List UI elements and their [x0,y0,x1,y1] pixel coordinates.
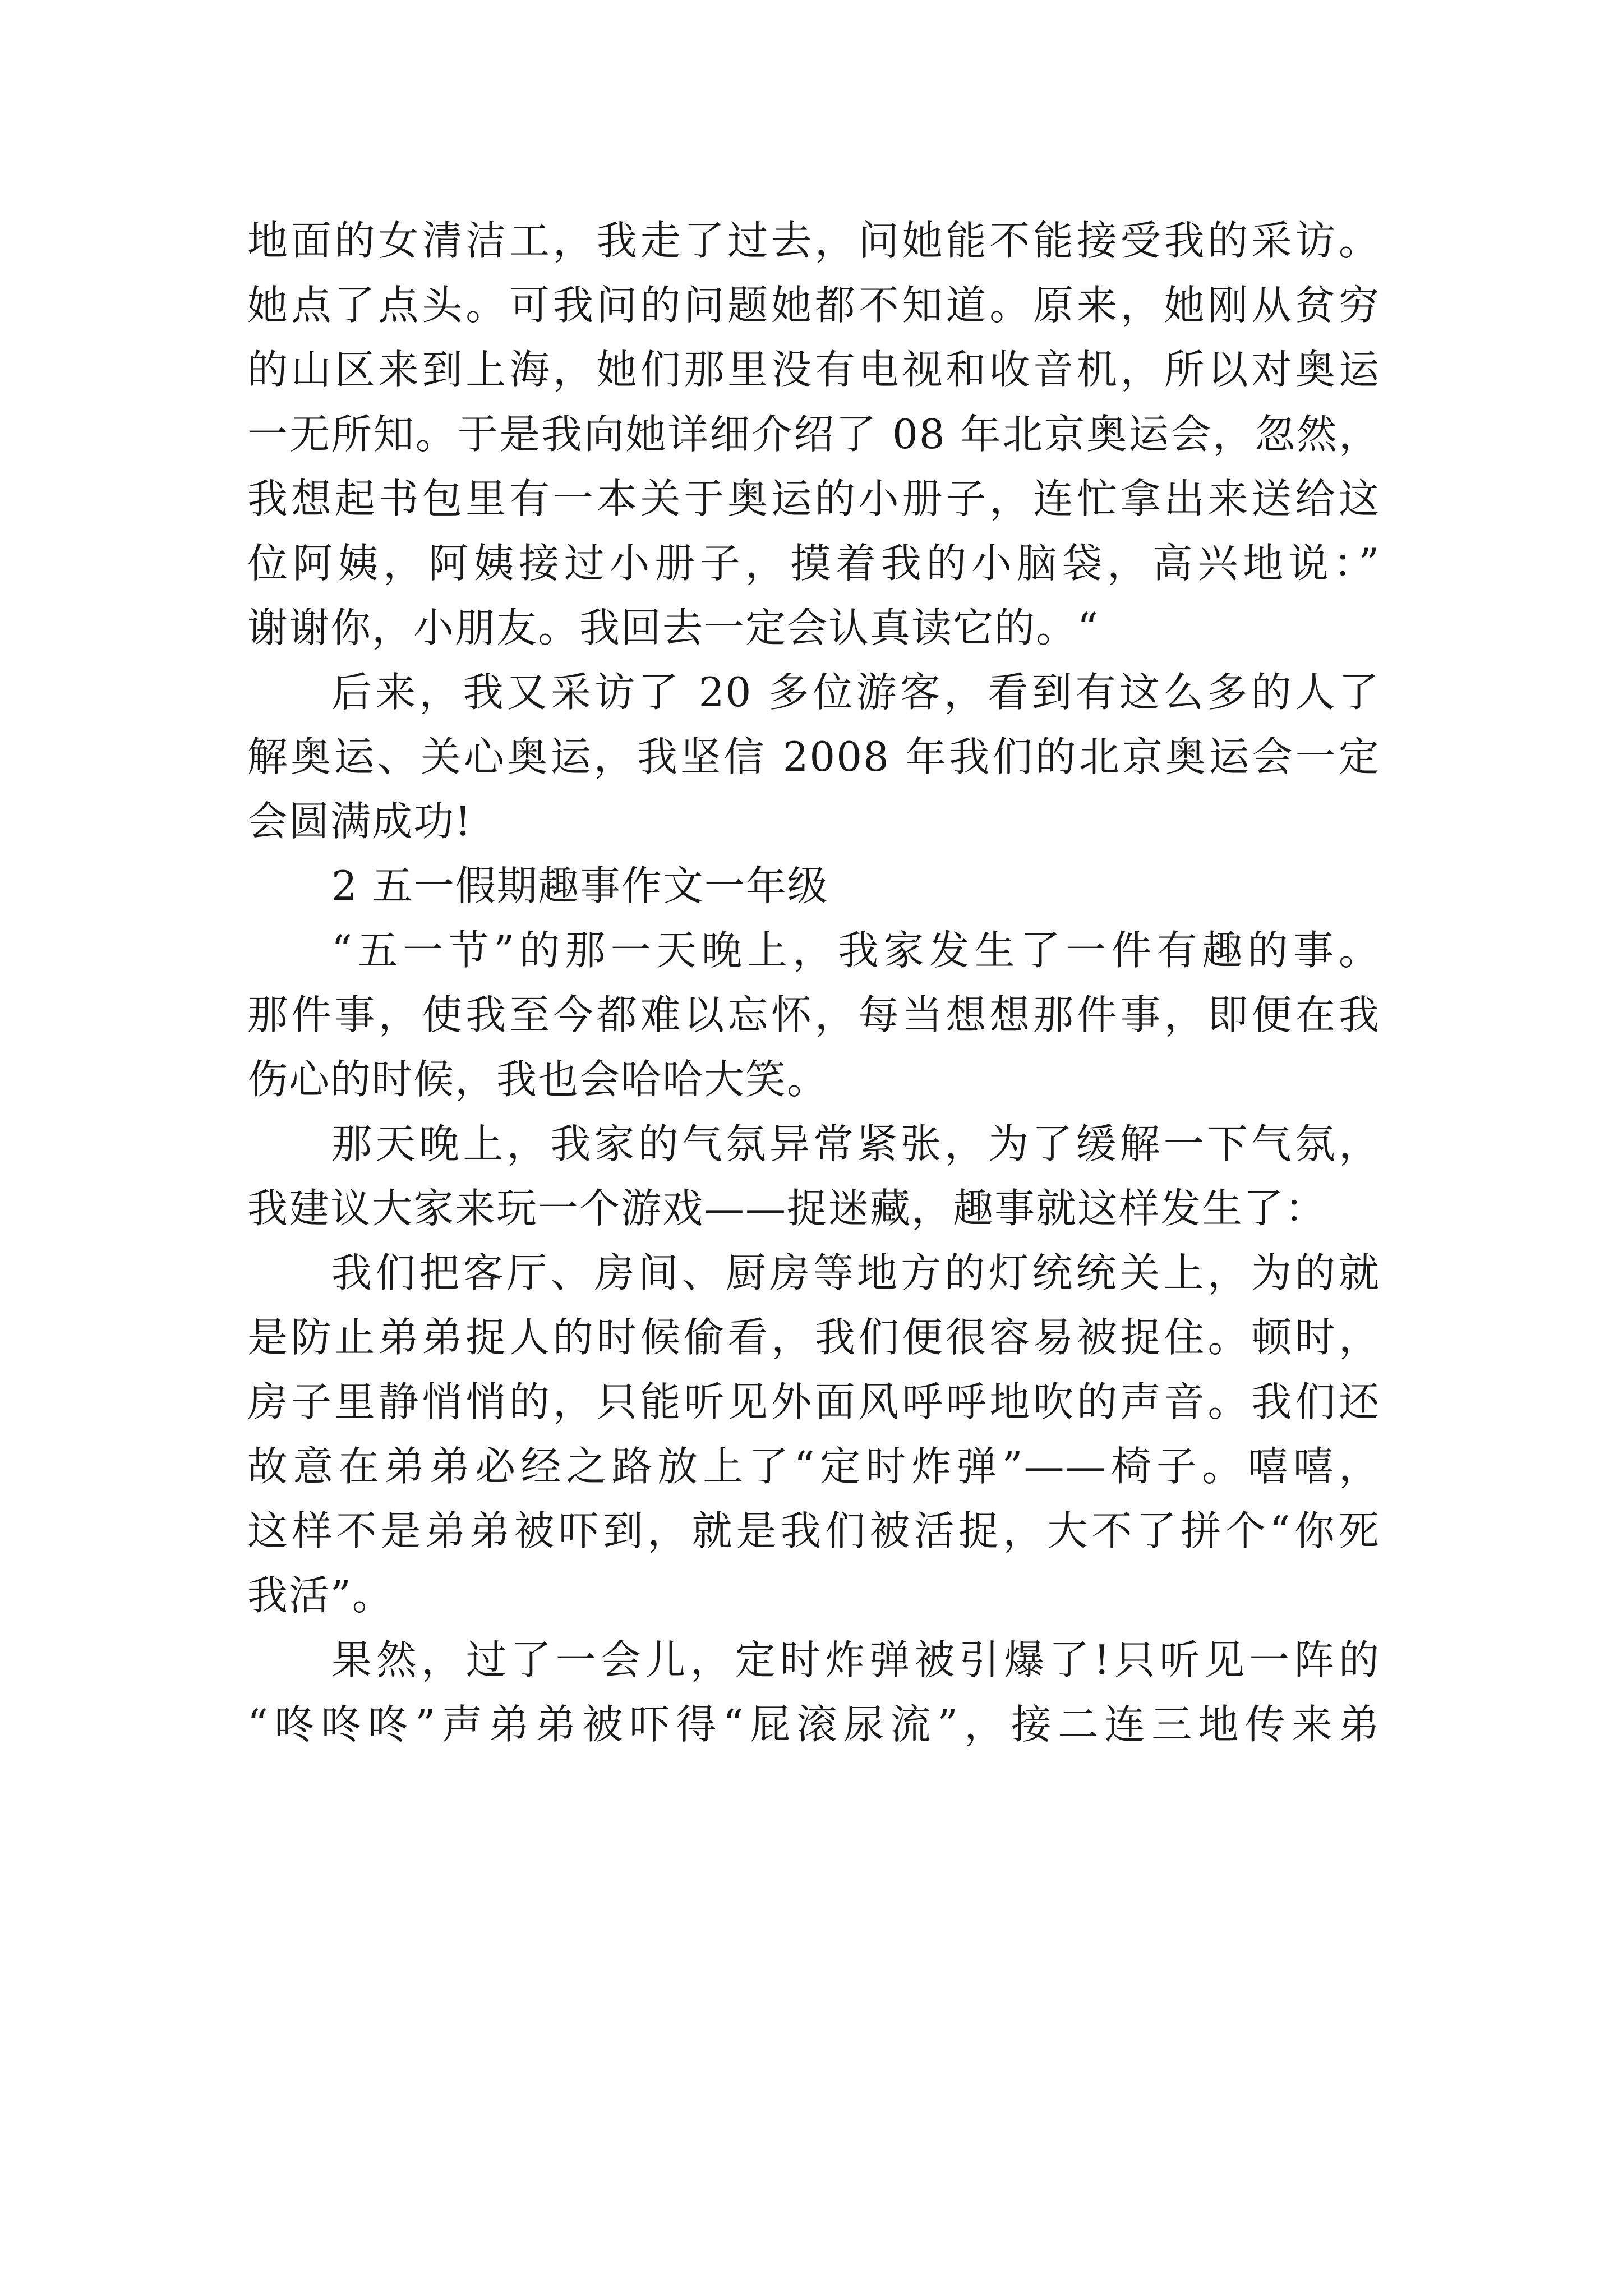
text-line: 我建议大家来玩一个游戏——捉迷藏，趣事就这样发生了： [247,1185,1327,1232]
text-line: 位阿姨，阿姨接过小册子，摸着我的小脑袋，高兴地说：” [247,540,1380,587]
text-line: 地面的女清洁工，我走了过去，问她能不能接受我的采访。 [247,217,1380,264]
text-line: 这样不是弟弟被吓到，就是我们被活捉，大不了拼个“你死 [247,1507,1380,1554]
text-line: 是防止弟弟捉人的时候偷看，我们便很容易被捉住。顿时， [247,1314,1380,1361]
text-line: 果然，过了一会儿，定时炸弹被引爆了!只听见一阵的 [331,1636,1380,1683]
text-line: 2 五一假期趣事作文一年级 [331,862,829,909]
text-line: 解奥运、关心奥运，我坚信 2008 年我们的北京奥运会一定 [247,733,1380,780]
document-body [247,209,1380,1757]
text-line: “五一节”的那一天晚上，我家发生了一件有趣的事。 [331,927,1380,974]
text-line: 她点了点头。可我问的问题她都不知道。原来，她刚从贫穷 [247,282,1380,329]
text-line: 我们把客厅、房间、厨房等地方的灯统统关上，为的就 [331,1249,1380,1296]
text-line: 那天晚上，我家的气氛异常紧张，为了缓解一下气氛， [331,1120,1380,1167]
text-line: 那件事，使我至今都难以忘怀，每当想想那件事，即便在我 [247,991,1380,1038]
text-line: 的山区来到上海，她们那里没有电视和收音机，所以对奥运 [247,346,1380,393]
text-line: 我活”。 [247,1572,394,1619]
text-line: 我想起书包里有一本关于奥运的小册子，连忙拿出来送给这 [247,475,1380,522]
text-line: 故意在弟弟必经之路放上了“定时炸弹”——椅子。嘻嘻， [247,1443,1380,1490]
text-line: 后来，我又采访了 20 多位游客，看到有这么多的人了 [331,669,1380,716]
text-line: 谢谢你，小朋友。我回去一定会认真读它的。“ [247,604,1099,651]
text-line: “咚咚咚”声弟弟被吓得“屁滚尿流”，接二连三地传来弟 [247,1701,1380,1748]
text-line: 房子里静悄悄的，只能听见外面风呼呼地吹的声音。我们还 [247,1378,1380,1425]
text-line: 会圆满成功! [247,798,472,845]
text-line: 一无所知。于是我向她详细介绍了 08 年北京奥运会，忽然， [247,411,1380,458]
text-line: 伤心的时候，我也会哈哈大笑。 [247,1056,829,1103]
